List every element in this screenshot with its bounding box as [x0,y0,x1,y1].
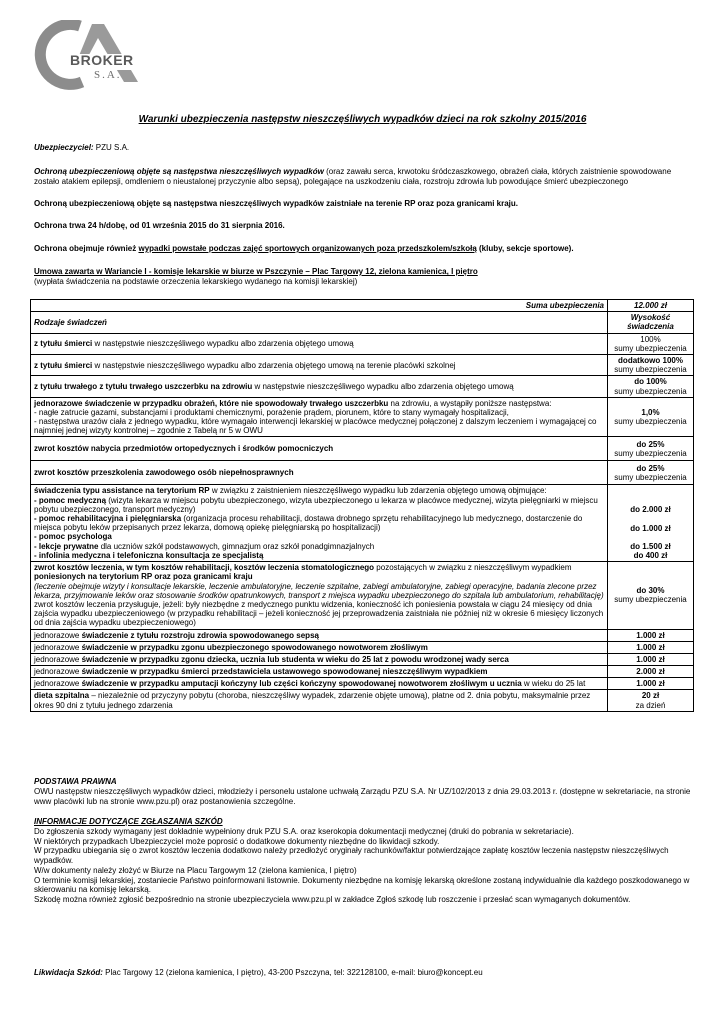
row-text: w następstwie nieszczęśliwego wypadku albo zdarzenia objętego umową [92,339,354,349]
row-value: 1.000 zł [608,678,694,690]
sum-value: 12.000 zł [608,300,694,312]
row-value-main: do 25% [636,439,665,449]
claims-line: O terminie komisji lekarskiej, zostaniecie Państwo poinformowani listownie. Dokumenty niezbędne na komisję lekarską określone zostaną indywidualnie dla każdego poszkodowanego w skierowaniu na komisję lekarską. [34,875,690,895]
claims-line: W/w dokumenty należy złożyć w Biurze na Placu Targowym 12 (zielona kamienica, I piętro) [34,865,357,875]
assist-medical-label: - pomoc medyczną [34,495,107,505]
row-bold: z tytułu śmierci [34,339,93,349]
row-value-sub: sumy ubezpieczenia [614,417,687,427]
row-line: zwrot kosztów leczenia przysługuje, jeżeli: były niezbędne z medycznego punktu widzenia, konieczność ich poniesienia powstała w ciągu 24 miesięcy od dnia zajścia wypadku ubezpieczeniowego (w przypadku rehabilitacji – jeżeli konieczność jej przeprowadzenia zaistniała nie później niż w okresie 6 miesięcy liczonych od dnia zajścia wypadku ubezpieczeniowego) [34,599,604,628]
legal-text: OWU następstw nieszczęśliwych wypadków dzieci, młodzieży i personelu ustalone uchwałą Zarządu PZU S.A. Nr UZ/102/2013 z dnia 29.03.2013 r. (dostępne w sekretariacie, na stronie www placówki lub na stronie www.pzu.pl) oraz postanowienia szczególne. [34,786,691,806]
row-text: jednorazowe [34,642,82,652]
table-row [31,678,694,690]
row-value-sub: za dzień [635,700,666,710]
insurer-label: Ubezpieczyciel: [34,143,94,152]
row-text: na zdrowiu, a wystąpiły poniższe następstwa: [388,398,552,408]
variant-paragraph [34,267,692,287]
coverage-text: (oraz zawału serca, krwotoku śródczaszkowego, obrażeń ciała, których zaistnienie spowodowane zostało atakiem epilepsji, omdleniem o nieustalonej przyczynie albo sepsą), polegające na uszkodzeniu ciała, rozstroju zdrowia lub powodujące śmierć ubezpieczonego [34,167,672,186]
row-text: w następstwie nieszczęśliwego wypadku albo zdarzenia objętego umową na terenie placówki szkolnej [92,360,456,370]
row-value-sub: sumy ubezpieczenia [614,386,687,396]
row-text: jednorazowe [34,654,82,664]
row-description [31,333,608,354]
row-description [31,653,608,665]
row-value: 2.000 zł [608,666,694,678]
row-value: 1.000 zł [608,629,694,641]
assist-value-rehab: do 1.000 zł [630,523,671,533]
row-value-main: 100% [640,334,661,344]
row-description [31,354,608,375]
row-text: pozostających w związku z nieszczęśliwym wypadkiem [374,563,572,573]
assist-medical [34,496,604,514]
table-row [31,333,694,354]
claims-title: INFORMACJE DOTYCZĄCE ZGŁASZANIA SZKÓD [34,817,223,826]
table-row [31,666,694,678]
row-value-sub: sumy ubezpieczenia [614,448,687,458]
legal-title: PODSTAWA PRAWNA [34,777,117,786]
row-text: w następstwie nieszczęśliwego wypadku albo zdarzenia objętego umową [252,381,514,391]
row-line: - następstwa urazów ciała z jednego wypadku, które wymagało interwencji lekarskiej w placówce medycznej połączonej z dalszym leczeniem i wymagającej co najmniej jednej wizyty kontrolnej – zgodnie z Tabelą nr 5 w OWU [34,417,597,436]
row-bold: z tytułu śmierci [34,360,93,370]
assist-psych: - pomoc psychologa [34,532,112,542]
row-bold: świadczenie w przypadku śmierci przedstawiciela ustawowego spowodowanej nieszczęśliwym wypadkiem [81,667,488,677]
row-value [608,376,694,397]
row-italic: (leczenie obejmuje wizyty i konsultacje lekarskie, leczenie ambulatoryjne, leczenie szpitalne, zabiegi ambulatoryjne, zabiegi operacyjne, badania zlecone przez lekarza, przyjmowanie leków oraz stosowanie środków opatrunkowych, transport z miejsca wypadku ubezpieczonego do szpitala lub ambulatorium, rehabilitację) [34,581,604,600]
row-description [31,641,608,653]
row-bold: zwrot kosztów leczenia, w tym kosztów rehabilitacji, kosztów leczenia stomatologicznego [34,563,375,573]
assist-lessons [34,542,604,551]
row-bold: świadczenia typu assistance na terytorium RP [34,486,210,496]
row-bold-line: poniesionych na terytorium RP oraz poza granicami kraju [34,572,253,582]
row-value-main: do 25% [636,463,665,473]
assist-medical-text: (wizyta lekarza w miejscu pobytu ubezpieczonego, wizyta ubezpieczonego u lekarza w placówce medycznej, wizyta pielęgniarki w miejscu pobytu ubezpieczonego, transport medyczny) [34,495,598,514]
row-value-main: 1,0% [641,407,660,417]
column-value-line1: Wysokość [630,313,671,323]
row-text: w związku z zaistnieniem nieszczęśliwego wypadku lub zdarzenia objętego umową objmujące: [209,486,547,496]
assist-value-medical: do 2.000 zł [630,505,671,515]
row-value: 1.000 zł [608,653,694,665]
row-bold: świadczenie w przypadku zgonu dziecka, ucznia lub studenta w wieku do 25 lat z powodu wrodzonej wady serca [81,654,509,664]
coverage-paragraph [34,167,692,187]
row-value [608,437,694,461]
sports-text-a: Ochrona obejmuje również [34,244,139,253]
period-paragraph: Ochrona trwa 24 h/dobę, od 01 września 2015 do 31 sierpnia 2016. [34,221,285,230]
legal-section [34,777,692,806]
row-bold: z tytułu trwałego z tytułu trwałego uszczerbku na zdrowiu [34,381,253,391]
row-value [608,461,694,485]
row-text: jednorazowe [34,667,82,677]
row-description [31,629,608,641]
territory-paragraph: Ochroną ubezpieczeniową objęte są następstwa nieszczęśliwych wypadków zaistniałe na terenie RP oraz poza granicami kraju. [34,199,519,208]
table-row [31,300,694,312]
document-title: Warunki ubezpieczenia następstw nieszczęśliwych wypadków dzieci na rok szkolny 2015/2016 [138,114,587,125]
claims-line: Do zgłoszenia szkody wymagany jest dokładnie wypełniony druk PZU S.A. oraz kserokopia dokumentacji medycznej (druki do pobrania w sekretariacie). [34,826,574,836]
row-text: – niezależnie od przyczyny pobytu (choroba, nieszczęśliwy wypadek, zdarzenie objęte umową), płatne od 2. dnia pobytu, maksymalnie przez okres 90 dni z tytułu jednego zdarzenia [34,691,591,710]
row-value [608,562,694,629]
assist-value-psych: do 1.500 zł [630,541,671,551]
insurer-value: PZU S.A. [93,143,130,152]
row-text: jednorazowe [34,630,82,640]
sum-label: Suma ubezpieczenia [31,300,608,312]
row-description [31,397,608,437]
row-description: zwrot kosztów przeszkolenia zawodowego osób niepełnosprawnych [31,461,608,485]
row-description [31,485,608,562]
row-value-main: 20 zł [641,691,660,701]
variant-title: Umowa zawarta w Wariancie I - komisje lekarskie w biurze w Pszczynie – Plac Targowy 12, zielona kamienica, I piętro [34,267,478,276]
claims-line: W przypadku ubiegania się o zwrot kosztów leczenia dodatkowo należy przedłożyć oryginały rachunków/faktur potwierdzające zapłatę kosztów leczenia następstw nieszczęśliwych wypadków. [34,846,669,865]
table-row [31,690,694,711]
sports-text-c: (kluby, sekcje sportowe). [476,244,574,253]
row-description [31,562,608,629]
variant-note: (wypłata świadczenia na podstawie orzeczenia lekarskiego wydanego na komisji lekarskiej) [34,276,358,286]
row-text: jednorazowe [34,679,82,689]
sports-text-b: wypadki powstałe podczas zajęć sportowych organizowanych poza przedszkolem/szkołą [138,244,477,253]
row-description [31,376,608,397]
table-row [31,562,694,629]
row-value-main: do 100% [634,377,667,387]
table-row [31,354,694,375]
insurer-line [34,143,692,153]
table-row [31,485,694,562]
assist-rehab-label: - pomoc rehabilitacyjna i pielęgniarska [34,514,182,523]
row-value [608,333,694,354]
table-row [31,653,694,665]
assist-hotline: - infolinia medyczna i telefoniczna konsultacja ze specjalistą [34,550,264,560]
sports-paragraph [34,244,692,254]
logo-text: BROKER [70,52,134,68]
footer-label: Likwidacja Szkód: [34,968,103,977]
row-value-sub: sumy ubezpieczenia [614,365,687,375]
row-description [31,690,608,711]
logo-subtext: S.A. [94,69,122,81]
row-value [608,485,694,562]
row-value-sub: sumy ubezpieczenia [614,595,687,605]
row-value: 1.000 zł [608,641,694,653]
column-value [608,312,694,333]
assist-rehab [34,514,604,532]
column-label: Rodzaje świadczeń [31,312,608,333]
row-line: - nagłe zatrucie gazami, substancjami i produktami chemicznymi, porażenie prądem, piorunem, które to stany wymagały hospitalizacji, [34,407,509,417]
company-logo [30,20,150,90]
row-value [608,397,694,437]
row-value-main: do 30% [636,586,665,596]
row-value-sub: sumy ubezpieczenia [614,472,687,482]
assist-lessons-label: - lekcje prywatne [34,541,99,551]
footer-text: Plac Targowy 12 (zielona kamienica, I piętro), 43-200 Pszczyna, tel: 322128100, e-mail: biuro@koncept.eu [102,968,483,977]
row-value-main: dodatkowo 100% [618,355,683,365]
row-description: zwrot kosztów nabycia przedmiotów ortopedycznych i środków pomocniczych [31,437,608,461]
row-bold: dieta szpitalna [34,691,90,701]
table-header-row [31,312,694,333]
row-bold: świadczenie w przypadku amputacji kończyny lub części kończyny spowodowanej nowotworem złośliwym u ucznia [81,679,522,689]
column-value-line2: świadczenia [627,322,674,332]
assist-rehab-text: (organizacja procesu rehabilitacji, dostawa drobnego sprzętu rehabilitacyjnego lub medycznego, dostarczenie do miejsca pobytu leków przepisanych przez lekarza, domową opiekę pielęgniarską po hospitalizacji) [34,514,583,533]
claims-line: W niektórych przypadkach Ubezpieczyciel może poprosić o dodatkowe dokumenty niezbędne do likwidacji szkody. [34,836,440,846]
claims-section [34,817,692,905]
benefits-table [30,299,694,712]
row-value [608,690,694,711]
table-row [31,461,694,485]
assist-value-lessons: do 400 zł [633,551,668,560]
row-value-sub: sumy ubezpieczenia [614,343,687,353]
row-bold: świadczenie w przypadku zgonu ubezpieczonego spowodowanego nowotworem złośliwym [81,642,428,652]
footer [34,968,483,978]
coverage-bold: Ochroną ubezpieczeniową objęte są następstwa nieszczęśliwych wypadków [34,167,324,176]
row-description [31,666,608,678]
row-description [31,678,608,690]
table-row [31,376,694,397]
table-row [31,397,694,437]
row-bold: jednorazowe świadczenie w przypadku obrażeń, które nie spowodowały trwałego uszczerbku [34,398,389,408]
table-row [31,629,694,641]
table-row [31,641,694,653]
table-row [31,437,694,461]
claims-line: Szkodę można również zgłosić bezpośrednio na stronie ubezpieczyciela www.pzu.pl w zakładce Zgłoś szkodę lub roszczenie i przesłać scan wymaganych dokumentów. [34,895,631,904]
row-bold: świadczenie z tytułu rozstroju zdrowia spowodowanego sepsą [81,630,319,640]
row-value [608,354,694,375]
assist-lessons-text: dla uczniów szkół podstawowych, gimnazjum oraz szkół ponadgimnazjalnych [98,541,375,551]
row-text-tail: w wieku do 25 lat [521,679,586,689]
